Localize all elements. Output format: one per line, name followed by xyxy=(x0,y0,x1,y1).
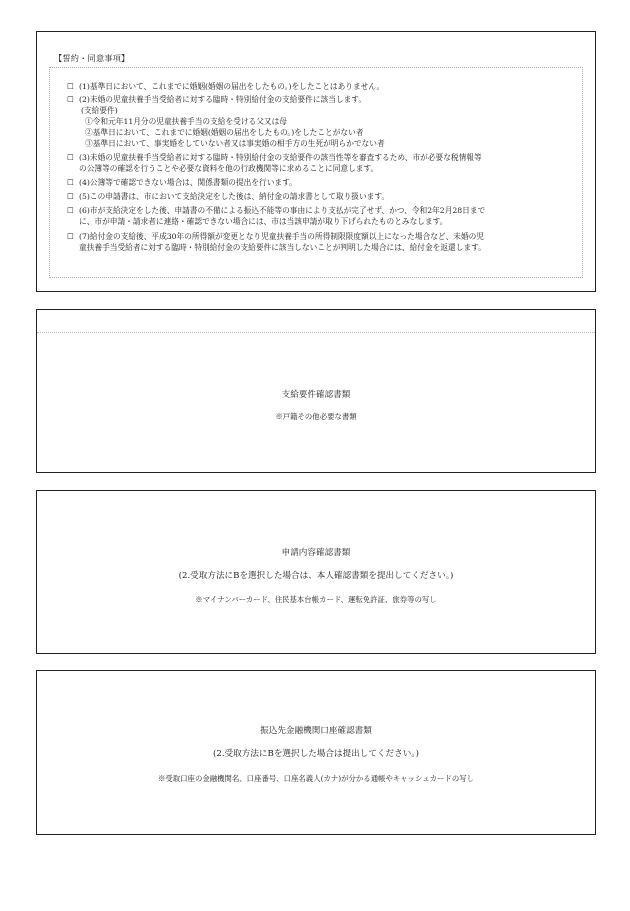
pledge-item-6-line-2: に、市が申請・請求者に連絡・確認できない場合には、市は当該申請が取り下げられたものとみなします。 xyxy=(79,217,448,226)
pledge-item-text: (3)未婚の児童扶養手当受給者に対する臨時・特別給付金の支給要件の該当性等を審査するため、市が必要な税情報等 xyxy=(79,153,482,162)
application-title: 申請内容確認書類 xyxy=(281,548,351,558)
bank-subtitle: (2.受取方法にBを選択した場合は提出してください。) xyxy=(213,749,419,759)
pledge-item-text: (6)市が支給決定をした後、申請書の不備による振込不能等の事由により支払が完了せず、かつ、令和2年2月28日まで xyxy=(79,206,486,215)
pledge-consent-panel xyxy=(36,31,596,292)
eligibility-note: ※戸籍その他必要な書類 xyxy=(275,412,357,421)
requirement-line-3: ③基準日において、事実婚をしていない者又は事実婚の相手方の生死が明らかでない者 xyxy=(85,139,385,148)
pledge-heading: 【誓約・同意事項】 xyxy=(54,53,130,63)
pledge-item-text: (7)給付金の支給後、平成30年の所得額が変更となり児童扶養手当の所得制限限度額以上になった場合など、未婚の児 xyxy=(79,232,485,241)
checkbox[interactable]: ☐ xyxy=(67,232,74,241)
eligibility-documents-box xyxy=(36,309,596,473)
pledge-item-text: (5)この申請書は、市において支給決定をした後は、納付金の請求書として取り扱います。 xyxy=(79,192,390,201)
pledge-item-7-line-2: 童扶養手当受給者に対する臨時・特別給付金の支給要件に該当しないことが判明した場合には、給付金を返還します。 xyxy=(79,243,486,252)
pledge-item-3-line-2: の公簿等の確認を行うことや必要な資料を他の行政機関等に求めることに同意します。 xyxy=(79,164,379,173)
pledge-item-text: (4)公簿等で確認できない場合は、関係書類の提出を行います。 xyxy=(79,178,297,187)
bank-note: ※受取口座の金融機関名、口座番号、口座名義人(カナ)が分かる通帳やキャッシュカードの写し xyxy=(157,774,475,783)
application-subtitle: (2.受取方法にBを選択した場合は、本人確認書類を提出してください。) xyxy=(178,571,454,581)
checkbox[interactable]: ☐ xyxy=(67,178,74,187)
divider xyxy=(37,332,595,333)
pledge-item-text: (2)未婚の児童扶養手当受給者に対する臨時・特別給付金の支給要件に該当します。 xyxy=(79,95,367,104)
requirement-line-2: ②基準日において、これまでに婚姻(婚姻の届出をしたもの。)をしたことがない者 xyxy=(85,128,364,137)
pledge-item-text: (1)基準日において、これまでに婚姻(婚姻の届出をしたもの。)をしたことはありません。 xyxy=(79,82,385,91)
checkbox[interactable]: ☐ xyxy=(67,206,74,215)
application-note: ※マイナンバーカード、住民基本台帳カード、運転免許証、旅券等の写し xyxy=(195,595,437,604)
checkbox[interactable]: ☐ xyxy=(67,192,74,201)
bank-account-documents-box xyxy=(36,670,596,835)
checkbox[interactable]: ☐ xyxy=(67,153,74,162)
checkbox[interactable]: ☐ xyxy=(67,95,74,104)
bank-title: 振込先金融機関口座確認書類 xyxy=(260,726,372,736)
application-documents-box xyxy=(36,490,596,654)
eligibility-title: 支給要件確認書類 xyxy=(281,390,351,400)
checkbox[interactable]: ☐ xyxy=(67,82,74,91)
requirements-label: (支給要件) xyxy=(81,106,118,115)
requirement-line-1: ①令和元年11月分の児童扶養手当の支給を受ける父又は母 xyxy=(85,117,287,126)
